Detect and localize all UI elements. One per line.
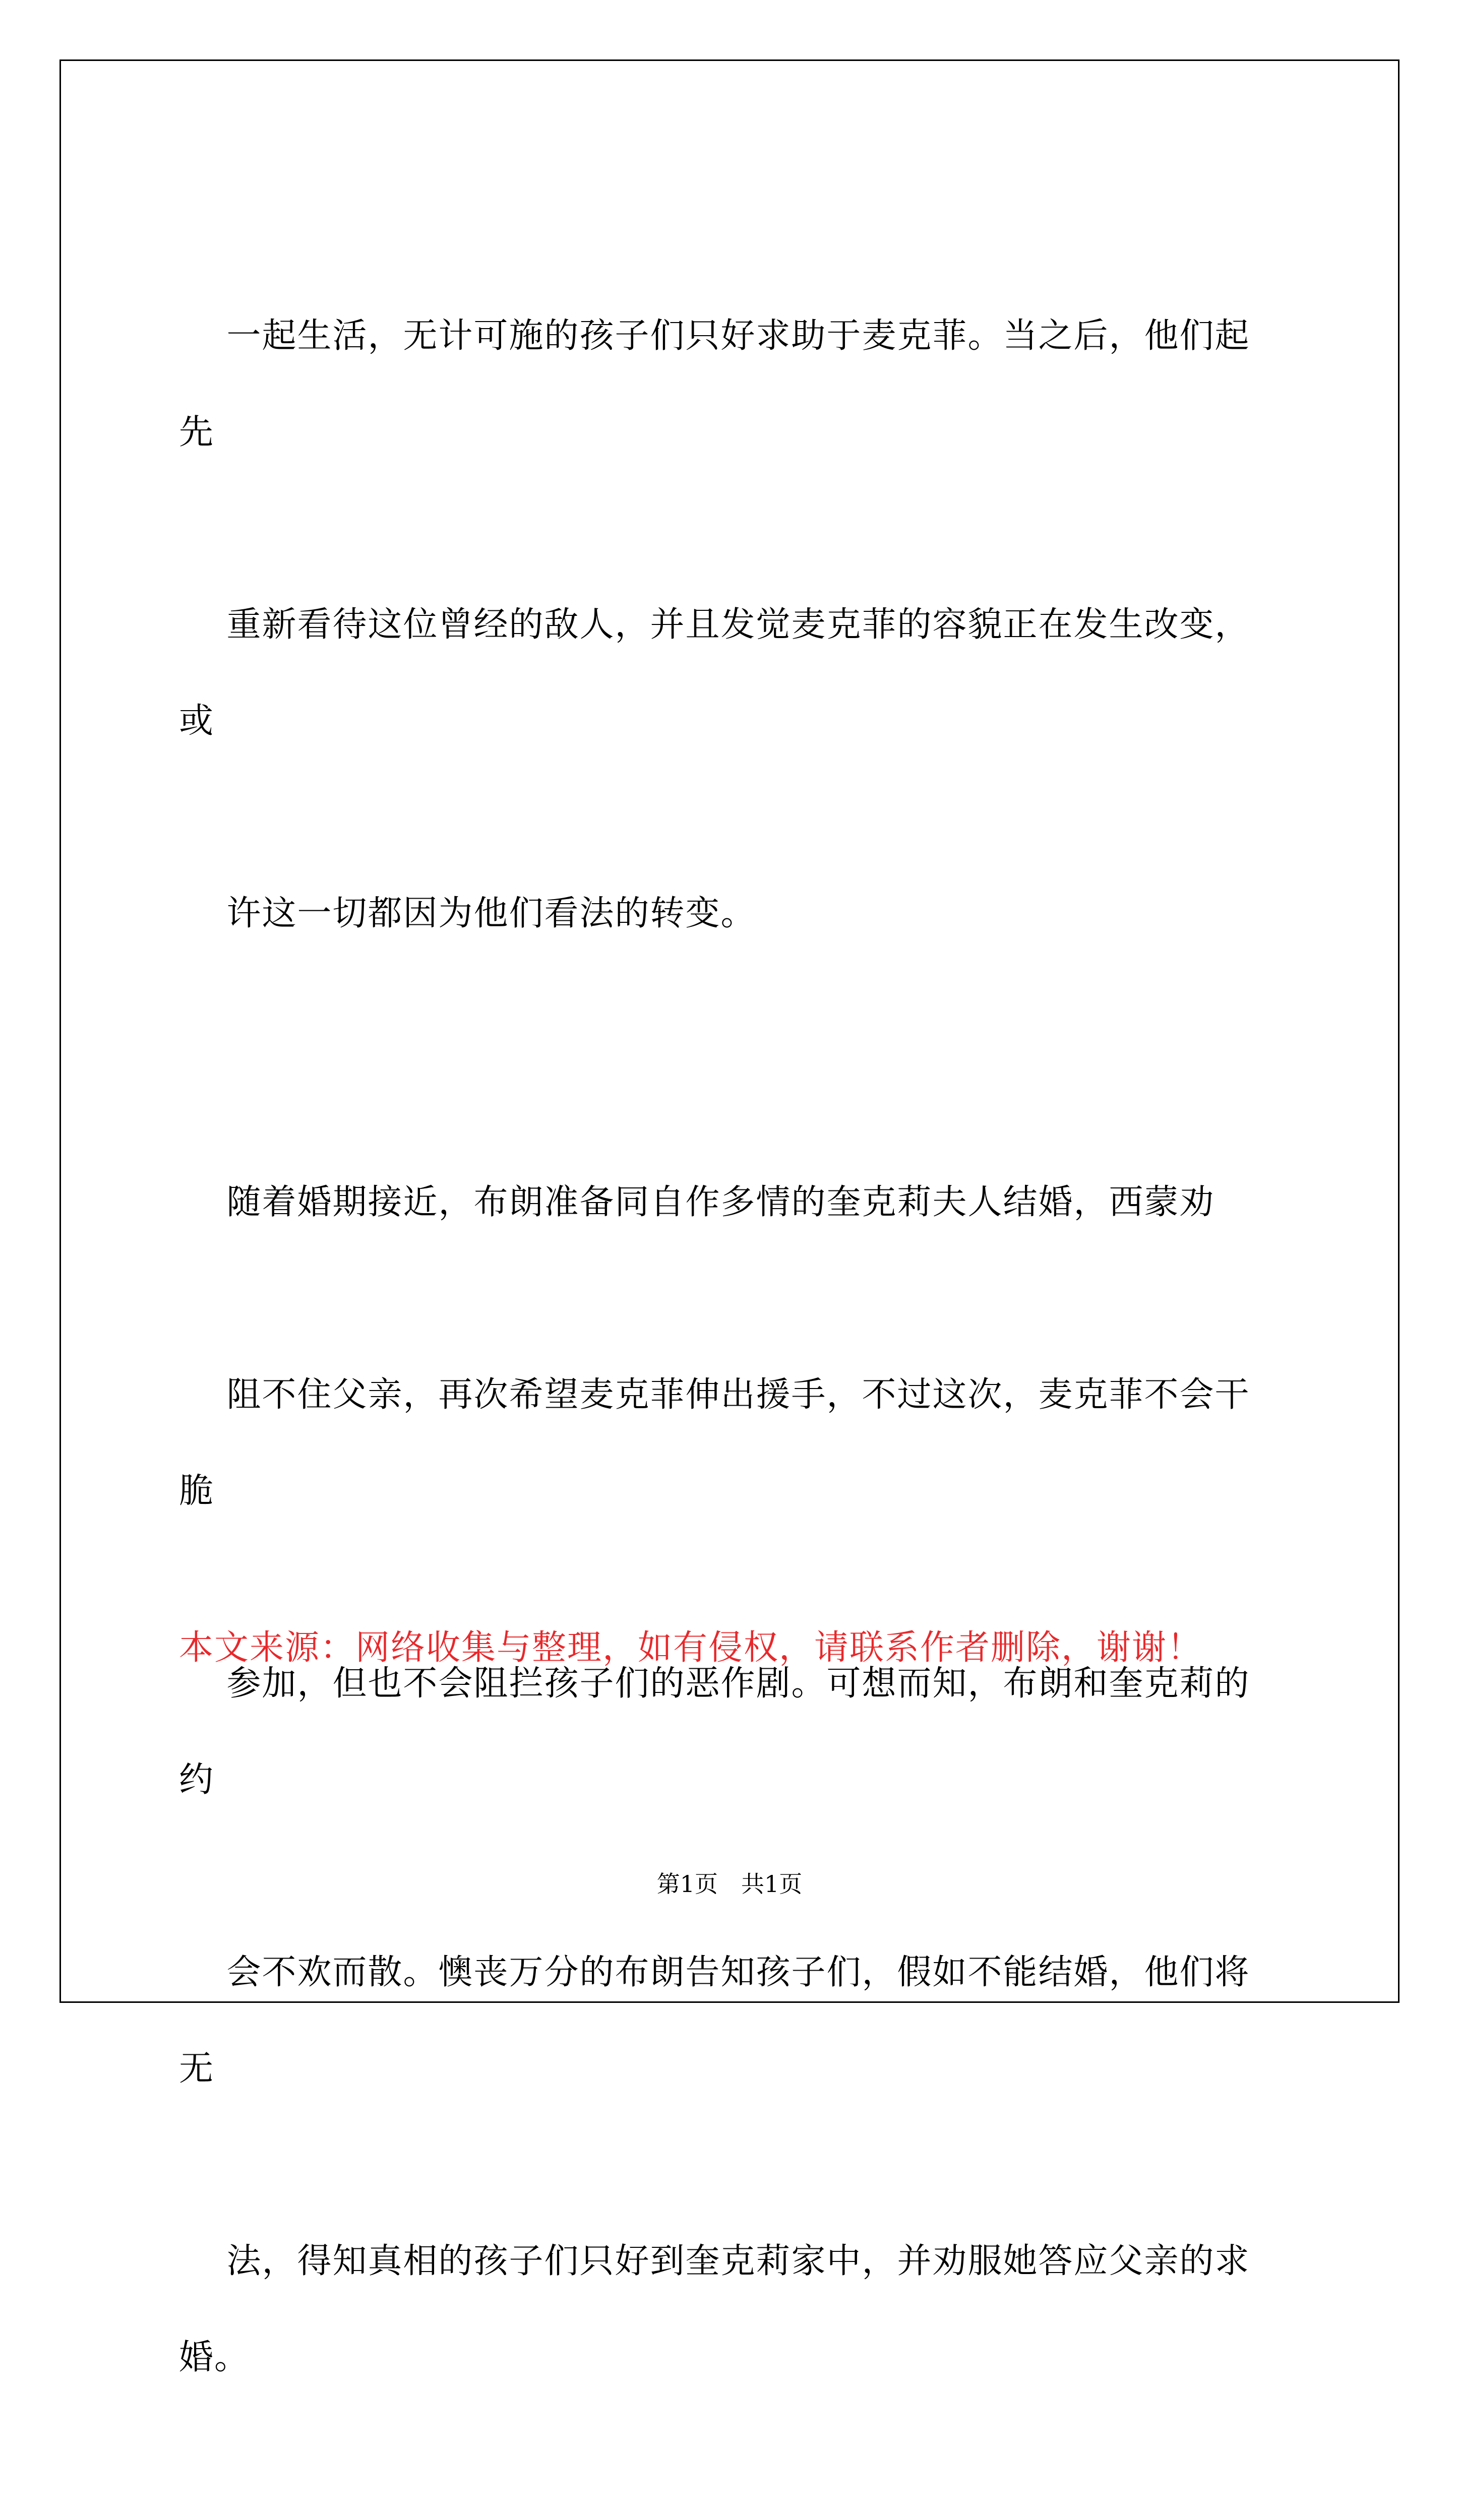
line: 随着婚期接近，布朗准备同自作多情的奎克莉夫人结婚，西蒙劝 <box>226 1182 1215 1222</box>
source-note: 本文来源：网络收集与整理，如有侵权，请联系作者删除，谢谢！ <box>179 1628 1203 1668</box>
line: 阻不住父亲，再次希望麦克菲伸出援手，不过这次，麦克菲不会干脆 <box>179 1375 1250 1511</box>
document-body <box>179 192 1283 2520</box>
line: 参加，但也不会阻拦孩子们的恶作剧。可想而知，布朗和奎克莉的约 <box>179 1664 1250 1800</box>
paragraph-2 <box>179 1058 1283 2502</box>
paragraph-1 <box>179 192 1283 1058</box>
line: 法，得知真相的孩子们只好到奎克莉家中，并劝服她答应父亲的求婚。 <box>179 2241 1250 2377</box>
page-number-footer: 第1页 共1页 <box>656 1870 803 1898</box>
line: 会不欢而散。懊丧万分的布朗告知孩子们，假如不能结婚，他们将无 <box>179 1952 1250 2089</box>
line: 许这一切都因为他们看法的转变。 <box>226 894 756 933</box>
line: 一起生活，无计可施的孩子们只好求助于麦克菲。当之后，他们起先 <box>179 316 1250 452</box>
line: 重新看待这位曾经的敌人，并且发觉麦克菲的容貌正在发生改变，或 <box>179 605 1250 741</box>
paragraph-3 <box>179 2502 1283 2520</box>
